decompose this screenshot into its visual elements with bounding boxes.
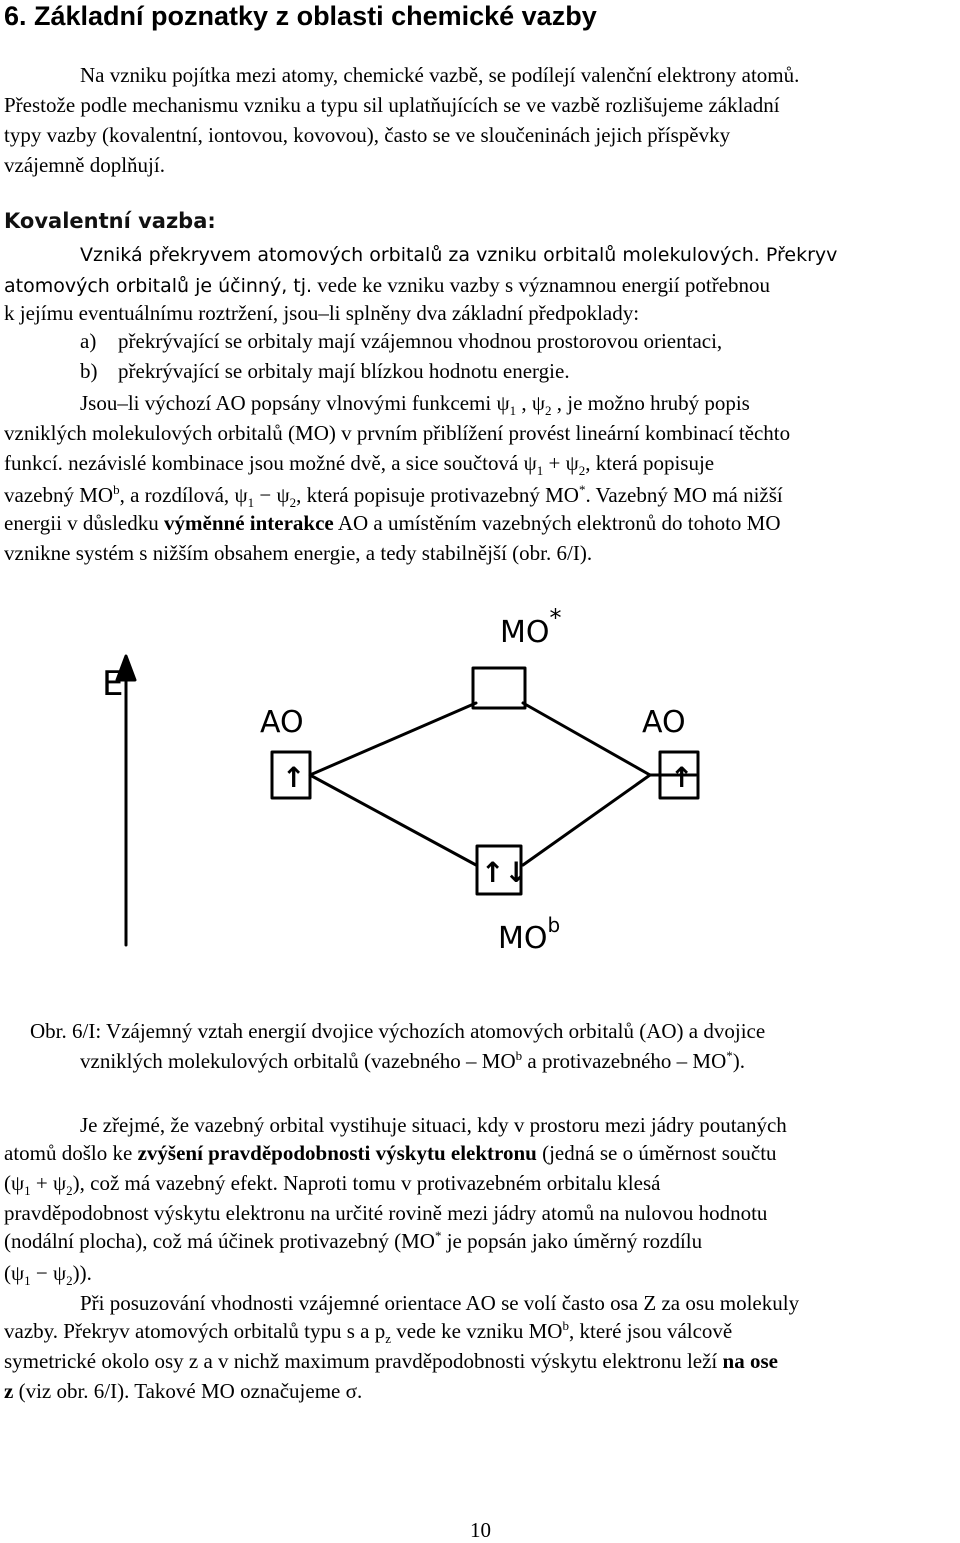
emphasis-text: zvýšení pravděpodobnosti výskytu elektronu — [137, 1141, 537, 1165]
psi-symbol: ψ — [53, 1171, 67, 1195]
caption-text: ). — [732, 1049, 745, 1073]
psi-subscript: 2 — [66, 1273, 73, 1289]
psi-subscript: 2 — [578, 463, 586, 479]
psi-subscript: 2 — [289, 495, 297, 511]
para-text: , které jsou válcově — [568, 1319, 733, 1343]
plus-sign: + — [543, 451, 566, 475]
lcao-text: , a rozdílová, — [119, 483, 235, 507]
section-title: Kovalentní vazba: — [4, 209, 216, 233]
page-number: 10 — [470, 1518, 491, 1542]
minus-sign: − — [30, 1261, 53, 1285]
psi-subscript: 2 — [66, 1183, 73, 1199]
lcao-line-4 — [4, 482, 783, 511]
intro-line-1: Na vzniku pojítka mezi atomy, chemické vazbě, se podílejí valenční elektrony atomů. — [80, 63, 800, 87]
para-text: ( — [4, 1261, 11, 1285]
emphasis-text: výměnné interakce — [164, 511, 334, 535]
psi-subscript: 2 — [545, 403, 552, 419]
psi-symbol: ψ — [276, 483, 290, 507]
covalent-line-2b: vede ke vzniku vazby s významnou energií potřebnou — [312, 273, 771, 297]
para-text: (viz obr. 6/I). Takové MO označujeme — [13, 1379, 346, 1403]
condition-a-text: překrývající se orbitaly mají vzájemnou vhodnou prostorovou orientaci, — [118, 329, 723, 353]
minus-sign: − — [254, 483, 277, 507]
mo-bonding-electron-pair: ↑↓ — [481, 856, 528, 889]
para-text: . — [356, 1379, 363, 1403]
connector-line — [310, 703, 476, 775]
intro-line-4: vzájemně doplňují. — [4, 153, 165, 177]
condition-b-marker: b) — [80, 359, 98, 383]
para-text: symetrické okolo osy z a v nichž maximum pravděpodobnosti výskytu elektronu leží — [4, 1349, 723, 1373]
para-text: vazby. Překryv atomových orbitalů typu s a p — [4, 1319, 386, 1343]
psi-subscript: 1 — [24, 1273, 31, 1289]
caption-text: a protivazebného – MO — [522, 1049, 727, 1073]
mo-bonding-label — [498, 913, 560, 956]
caption-text: vzniklých molekulových orbitalů (vazebného – MO — [80, 1049, 516, 1073]
sigma-symbol: σ — [345, 1379, 357, 1403]
chapter-heading: 6. Základní poznatky z oblasti chemické vazby — [4, 1, 597, 31]
psi-subscript: 1 — [509, 403, 517, 419]
lcao-text: , která popisuje — [585, 451, 715, 475]
emphasis-text: z — [4, 1379, 14, 1403]
condition-b-text: překrývající se orbitaly mají blízkou hodnotu energie. — [118, 359, 570, 383]
mo-energy-diagram — [80, 600, 780, 990]
ao-right-electron-arrow: ↑ — [670, 761, 694, 794]
mo-label-sup: * — [549, 604, 562, 632]
lcao-text: , je možno hrubý popis — [551, 391, 750, 415]
lcao-text: funkcí. nezávislé kombinace jsou možné dvě, a sice součtová — [4, 451, 524, 475]
emphasis-text: na ose — [722, 1349, 778, 1373]
lcao-line-6: vznikne systém s nižším obsahem energie, a tedy stabilnější (obr. 6/I). — [4, 541, 593, 565]
psi-symbol: ψ — [234, 483, 248, 507]
ao-left-label: AO — [260, 705, 304, 740]
intro-line-2: Přestože podle mechanismu vzniku a typu sil uplatňujících se ve vazbě rozlišujeme základní — [4, 93, 780, 117]
psi-symbol: ψ — [11, 1171, 25, 1195]
subscript-z: z — [385, 1331, 392, 1347]
lcao-line-3 — [4, 450, 715, 479]
superscript-star: * — [726, 1048, 733, 1063]
covalent-line-2 — [4, 272, 770, 299]
para-text: je popsán jako úměrný rozdílu — [441, 1229, 703, 1253]
connector-line — [310, 775, 476, 865]
figure-caption-line-2 — [80, 1048, 745, 1074]
para2-line-6 — [4, 1260, 92, 1289]
psi-symbol: ψ — [496, 391, 510, 415]
superscript-b: b — [562, 1318, 569, 1333]
para2-line-4: pravděpodobnost výskytu elektronu na určité rovině mezi jádry atomů na nulovou hodnotu — [4, 1201, 768, 1225]
para-text: ( — [4, 1171, 11, 1195]
covalent-line-2a: atomových orbitalů je účinný, tj. — [4, 275, 313, 297]
para3-line-4 — [4, 1378, 362, 1404]
superscript-b: b — [113, 482, 120, 497]
para2-line-1: Je zřejmé, že vazebný orbital vystihuje situaci, kdy v prostoru mezi jádry poutaných — [80, 1113, 787, 1137]
energy-label: E — [102, 664, 124, 704]
psi-symbol: ψ — [53, 1261, 67, 1285]
para3-line-3 — [4, 1348, 778, 1374]
psi-subscript: 1 — [24, 1183, 31, 1199]
para-text: vede ke vzniku MO — [391, 1319, 563, 1343]
lcao-text: Jsou–li výchozí AO popsány vlnovými funkcemi — [80, 391, 497, 415]
psi-subscript: 1 — [247, 495, 255, 511]
connector-line — [523, 775, 650, 865]
para-text: (nodální plocha), což má účinek protivazebný (MO — [4, 1229, 435, 1253]
lcao-line-5 — [4, 510, 781, 536]
psi-subscript: 1 — [536, 463, 544, 479]
ao-right-label: AO — [642, 705, 686, 740]
plus-sign: + — [30, 1171, 53, 1195]
intro-line-3: typy vazby (kovalentní, iontovou, kovovou), často se ve sloučeninách jejich příspěvky — [4, 123, 731, 147]
ao-left-electron-arrow: ↑ — [282, 761, 306, 794]
para2-line-2 — [4, 1140, 777, 1166]
para-text: )). — [72, 1261, 92, 1285]
lcao-line-1 — [80, 390, 750, 419]
psi-symbol: ψ — [531, 391, 546, 415]
mo-antibonding-box — [473, 668, 525, 708]
lcao-text: , která popisuje protivazebný MO — [296, 483, 579, 507]
mo-label-text: MO — [498, 921, 548, 956]
para-text: atomů došlo ke — [4, 1141, 138, 1165]
condition-a-marker: a) — [80, 329, 97, 353]
lcao-text: vazebný MO — [4, 483, 114, 507]
psi-symbol: ψ — [523, 451, 537, 475]
para2-line-5 — [4, 1228, 702, 1254]
mo-label-text: MO — [500, 615, 550, 650]
covalent-line-1: Vzniká překryvem atomových orbitalů za vzniku orbitalů molekulových. Překryv — [80, 244, 838, 266]
para2-line-3 — [4, 1170, 661, 1199]
psi-symbol: ψ — [11, 1261, 25, 1285]
lcao-text: , — [516, 391, 532, 415]
covalent-line-3: k jejímu eventuálnímu roztržení, jsou–li splněny dva základní předpoklady: — [4, 301, 640, 325]
lcao-line-2: vzniklých molekulových orbitalů (MO) v prvním přiblížení provést lineární kombinací těchto — [4, 421, 791, 445]
superscript-star: * — [578, 482, 586, 497]
lcao-text: . Vazebný MO má nižší — [585, 483, 783, 507]
superscript-star: * — [434, 1228, 442, 1243]
mo-label-sup: b — [547, 913, 561, 937]
lcao-text: AO a umístěním vazebných elektronů do tohoto MO — [333, 511, 781, 535]
para3-line-2 — [4, 1318, 733, 1347]
para3-line-1: Při posuzování vhodnosti vzájemné orientace AO se volí často osa Z za osu molekuly — [80, 1291, 800, 1315]
connector-line — [523, 703, 650, 775]
mo-antibonding-label — [500, 604, 562, 650]
para-text: (jedná se o úměrnost součtu — [536, 1141, 777, 1165]
superscript-b: b — [515, 1048, 523, 1063]
psi-symbol: ψ — [565, 451, 579, 475]
lcao-text: energii v důsledku — [4, 511, 165, 535]
para-text: ), což má vazebný efekt. Naproti tomu v protivazebném orbitalu klesá — [72, 1171, 661, 1195]
figure-caption-line-1: Obr. 6/I: Vzájemný vztah energií dvojice výchozích atomových orbitalů (AO) a dvojice — [30, 1019, 766, 1043]
